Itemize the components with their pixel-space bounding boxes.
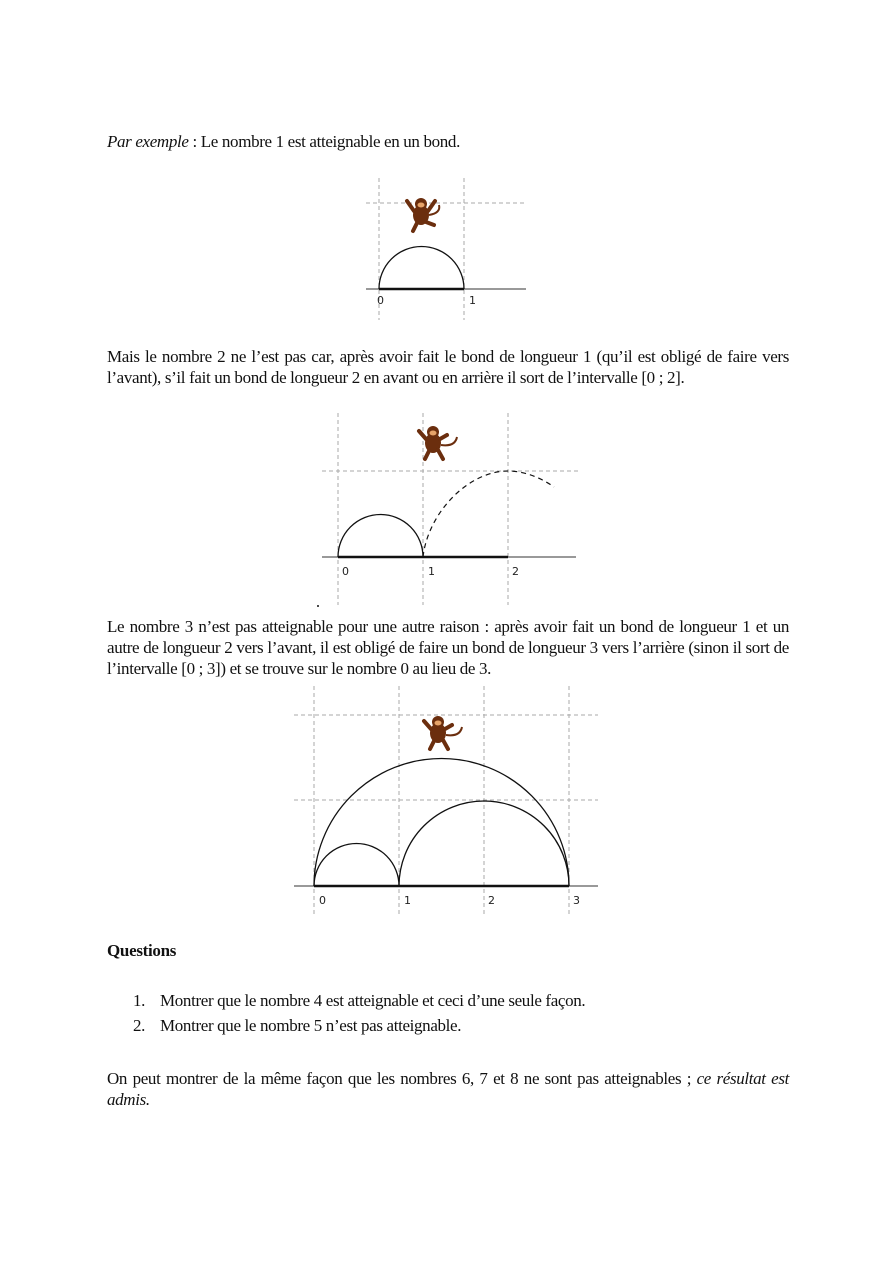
question-text: Montrer que le nombre 5 n’est pas atteignable.: [160, 1016, 462, 1035]
question-item: [107, 988, 789, 1013]
tick-label-1: 1: [469, 294, 476, 307]
monkey-icon: [419, 426, 457, 459]
figure-jump-2: [318, 413, 580, 608]
conclusion-italic: ce résultat est admis.: [107, 1069, 789, 1109]
question-number: 1.: [133, 991, 146, 1010]
tick-label-0: 0: [342, 565, 349, 578]
paragraph-2: Mais le nombre 2 ne l’est pas car, après avoir fait le bond de longueur 1 (qu’il est obligé de faire vers l’avant), s’il fait un bond de longueur 2 en avant ou en arrière il sort de l’intervalle [0 ; 2].: [107, 347, 789, 387]
questions-heading: Questions: [107, 941, 177, 960]
tick-label-0: 0: [319, 894, 326, 907]
paragraph-3: Le nombre 3 n’est pas atteignable pour une autre raison : après avoir fait un bond de longueur 1 et un autre de longueur 2 vers l’avant, il est obligé de faire un bond de longueur 3 vers l’arrière (sinon il sort de l’intervalle [0 ; 3]) et se trouve sur le nombre 0 au lieu de 3.: [107, 617, 789, 678]
tick-label-1: 1: [428, 565, 435, 578]
conclusion-text: On peut montrer de la même façon que les nombres 6, 7 et 8 ne sont pas atteignables ;: [107, 1069, 697, 1088]
question-text: Montrer que le nombre 4 est atteignable et ceci d’une seule façon.: [160, 991, 586, 1010]
intro-lead: Par exemple: [107, 132, 189, 151]
tick-label-2: 2: [488, 894, 495, 907]
tick-label-2: 2: [512, 565, 519, 578]
figure-jump-1: [362, 178, 532, 323]
conclusion-paragraph: [107, 1068, 789, 1110]
intro-paragraph: [107, 131, 789, 152]
tick-label-3: 3: [573, 894, 580, 907]
questions-list: [107, 988, 789, 1038]
question-item: [107, 1013, 789, 1038]
tick-label-1: 1: [404, 894, 411, 907]
question-number: 2.: [133, 1016, 146, 1035]
intro-text: : Le nombre 1 est atteignable en un bond.: [188, 132, 460, 151]
figure-jump-3: [292, 686, 602, 916]
tick-label-0: 0: [377, 294, 384, 307]
monkey-icon: [424, 716, 462, 749]
stray-dot: [317, 605, 319, 607]
